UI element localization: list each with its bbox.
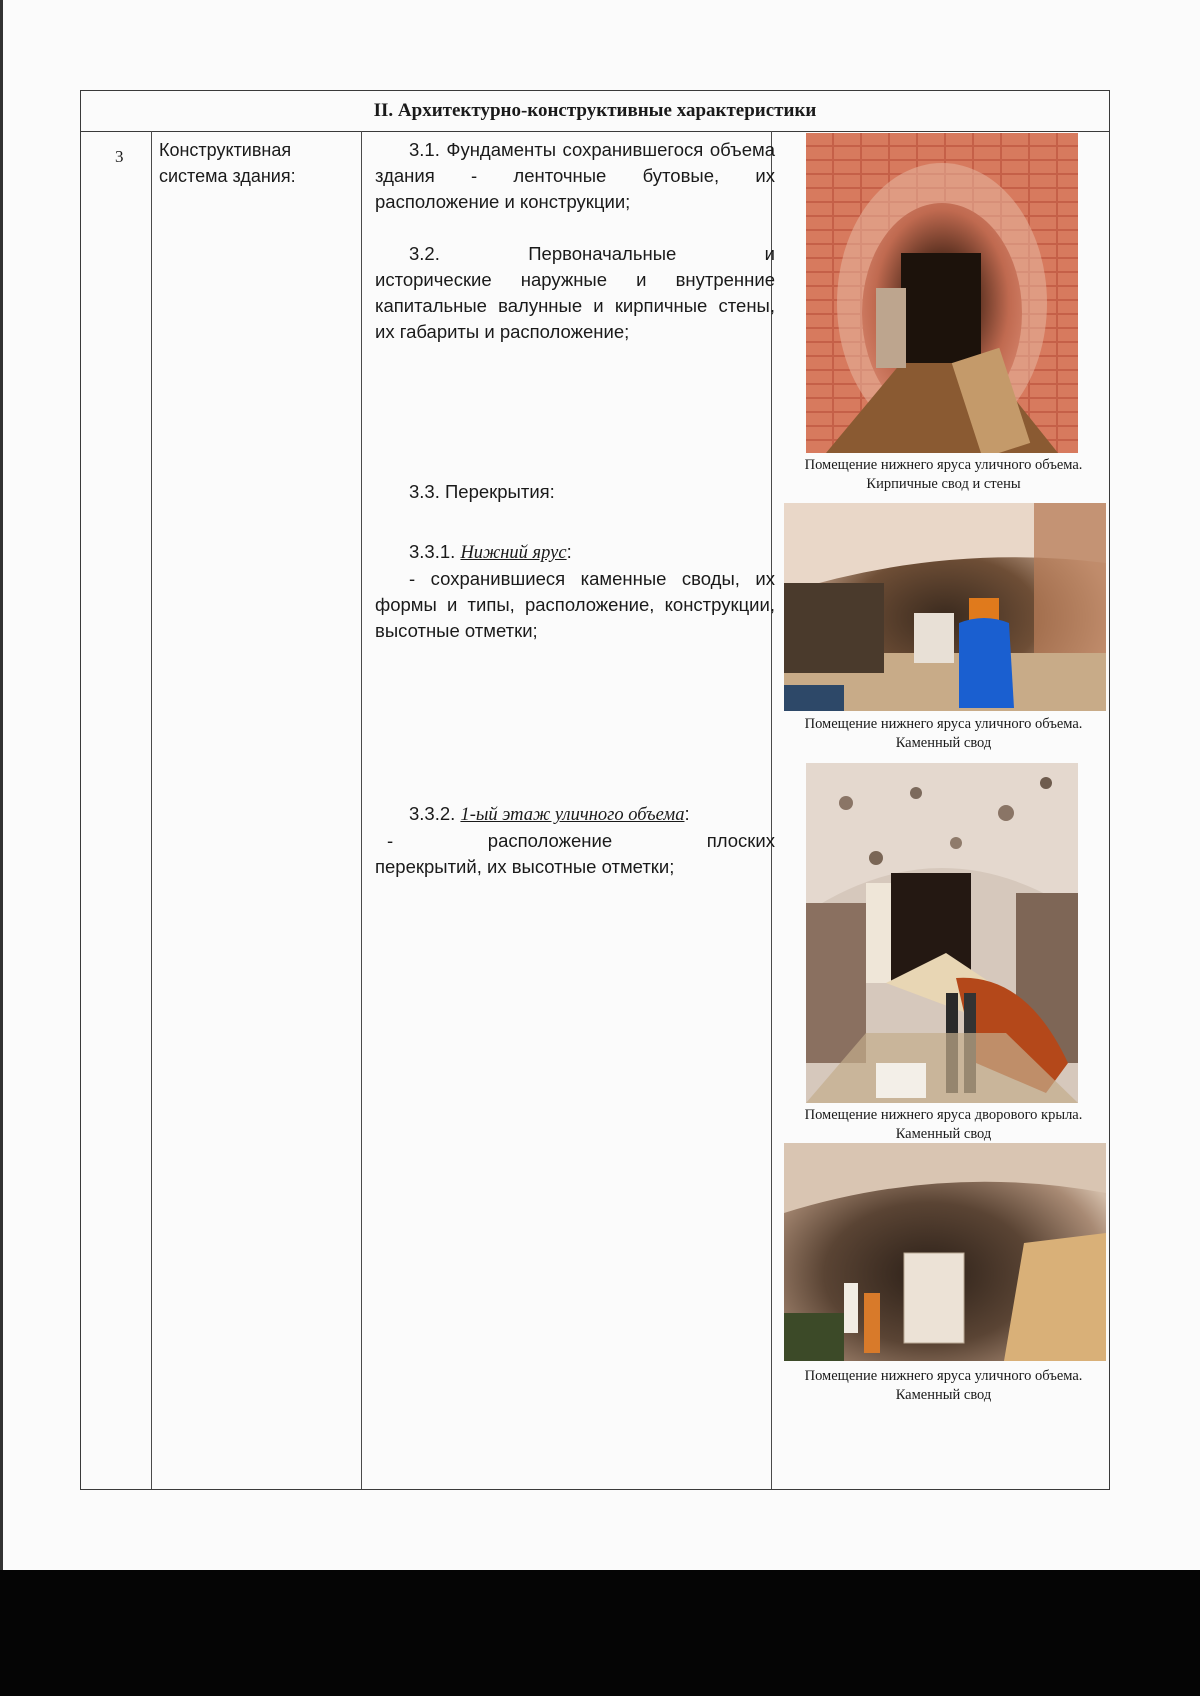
section-title: II. Архитектурно-конструктивные характеристики (81, 91, 1109, 132)
dash: - (387, 830, 394, 851)
characteristics-table (80, 90, 1110, 1490)
row-label-line: система здания: (159, 166, 296, 186)
scan-dark-margin (0, 1570, 1200, 1696)
paragraph-text: 3.1. Фундаменты сохранившегося объема здания - ленточные бутовые, их расположение и конструкции; (375, 139, 775, 212)
punctuation: : (566, 541, 572, 562)
subsection-title: 1-ый этаж уличного объема (460, 805, 685, 825)
paragraph-line (375, 828, 775, 854)
paragraph-3-3-1 (375, 539, 775, 644)
subsection-title: Нижний ярус (460, 543, 567, 563)
paragraph-number: 3.3.1. (409, 541, 456, 562)
photo-brick-vault (806, 133, 1078, 453)
paragraph-number: 3.3.2. (409, 803, 456, 824)
paragraph-heading (375, 539, 775, 566)
photo-stone-vault-storage (784, 1143, 1106, 1361)
photo-caption: Помещение нижнего яруса уличного объема. Кирпичные свод и стены (804, 457, 1083, 492)
photo-stone-vault-street (784, 503, 1106, 711)
photo-caption: Помещение нижнего яруса дворового крыла. Каменный свод (804, 1107, 1083, 1142)
paragraph-text: исторические наружные и внутренние капитальные валунные и кирпичные стены, их габариты и расположение; (375, 269, 775, 342)
photo-caption: Помещение нижнего яруса уличного объема. Каменный свод (804, 1368, 1083, 1403)
paragraph-3-3 (375, 479, 775, 505)
paragraph-word: и (764, 243, 775, 264)
paragraph-word: Первоначальные (528, 243, 677, 264)
column-divider (361, 131, 362, 1489)
paragraph-3-2 (375, 241, 775, 345)
paragraph-word: плоских (706, 830, 775, 851)
paragraph-3-1 (375, 137, 775, 215)
photo-caption: Помещение нижнего яруса уличного объема. Каменный свод (804, 716, 1083, 751)
paragraph-word: расположение (487, 830, 613, 851)
paragraph-heading (375, 801, 775, 828)
paragraph-text: - сохранившиеся каменные своды, их формы и типы, расположение, конструкции, высотные отметки; (375, 568, 775, 641)
row-number: 3 (115, 147, 124, 166)
punctuation: : (684, 803, 690, 824)
photo-stone-vault-courtyard (806, 763, 1078, 1103)
paragraph-text: перекрытий, их высотные отметки; (375, 856, 675, 877)
scan-left-edge (0, 0, 3, 1570)
paragraph-number: 3.2. (409, 243, 440, 264)
row-label (159, 137, 349, 189)
paragraph-text: 3.3. Перекрытия: (409, 481, 555, 502)
paragraph-3-3-2 (375, 801, 775, 880)
column-divider (151, 131, 152, 1489)
row-label-line: Конструктивная (159, 140, 292, 160)
paragraph-line (375, 241, 775, 267)
